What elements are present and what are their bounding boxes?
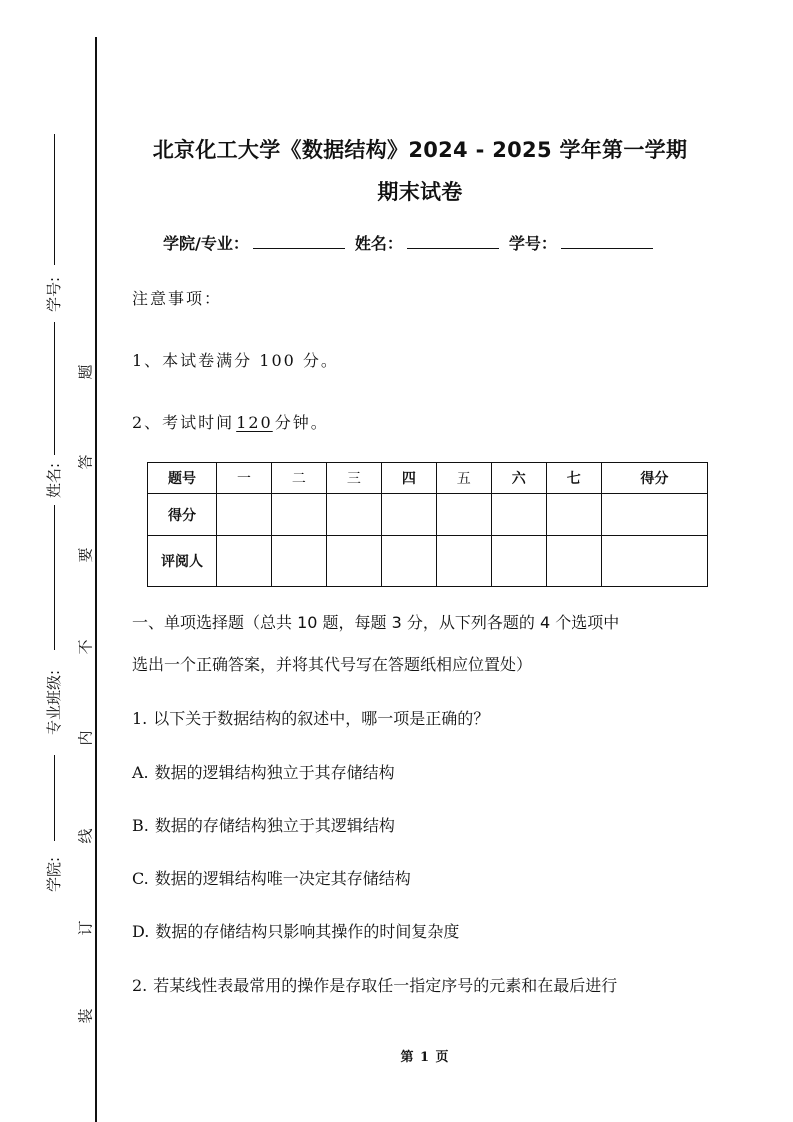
question-number: 1. (132, 709, 148, 728)
name-blank[interactable] (407, 230, 499, 249)
score-table (147, 462, 708, 587)
reviewer-cell[interactable] (491, 536, 546, 587)
reviewer-row (148, 536, 708, 587)
score-cell[interactable] (381, 494, 436, 536)
option-text: 数据的存储结构只影响其操作的时间复杂度 (155, 922, 460, 941)
row-label-reviewer: 评阅人 (148, 536, 217, 587)
margin-blank-line (54, 134, 55, 265)
question-number: 2. (132, 976, 148, 995)
header-cell-total: 得分 (601, 463, 707, 494)
college-major-blank[interactable] (253, 230, 345, 249)
reviewer-cell[interactable] (326, 536, 381, 587)
reviewer-cell[interactable] (436, 536, 491, 587)
question-stem: 以下关于数据结构的叙述中，哪一项是正确的？ (153, 709, 490, 728)
margin-warning-char: 不 (76, 639, 95, 655)
score-cell[interactable] (271, 494, 326, 536)
question-1 (132, 706, 489, 729)
note-item-2-prefix: 2、考试时间 (132, 413, 235, 432)
margin-field-label: 专业班级: (45, 669, 64, 735)
info-label-name: 姓名： (354, 234, 403, 253)
score-table-header-row (148, 463, 708, 494)
info-label-college-major: 学院/专业： (163, 234, 249, 253)
margin-warning-char: 答 (76, 454, 95, 470)
info-label-student-id: 学号： (508, 234, 557, 253)
page-number: 第 1 页 (400, 1050, 450, 1065)
margin-field-label: 学号: (45, 276, 64, 312)
margin-warning-char: 内 (76, 730, 95, 746)
exam-duration-value: 120 (236, 413, 273, 432)
exam-title: 北京化工大学《数据结构》2024 - 2025 学年第一学期 (152, 138, 688, 162)
question-stem: 若某线性表最常用的操作是存取任一指定序号的元素和在最后进行 (153, 976, 618, 995)
margin-field-label: 学院: (45, 856, 64, 892)
header-cell: 二 (271, 463, 326, 494)
header-cell-question-no: 题号 (148, 463, 217, 494)
reviewer-cell-total[interactable] (601, 536, 707, 587)
header-cell: 五 (436, 463, 491, 494)
margin-blank-line (54, 755, 55, 841)
note-item-1: 1、本试卷满分 100 分。 (132, 351, 339, 370)
student-id-blank[interactable] (561, 230, 653, 249)
binding-line (95, 37, 97, 1122)
section-heading-line-1: 一、单项选择题（总共 10 题，每题 3 分，从下列各题的 4 个选项中 (132, 613, 620, 632)
margin-field-label: 姓名: (45, 462, 64, 498)
option-key: B. (132, 816, 149, 835)
row-label-score: 得分 (148, 494, 217, 536)
option-d (132, 919, 459, 942)
option-key: C. (132, 869, 149, 888)
option-text: 数据的存储结构独立于其逻辑结构 (154, 816, 395, 835)
header-cell: 七 (546, 463, 601, 494)
exam-subtitle: 期末试卷 (377, 180, 463, 204)
question-2 (132, 973, 617, 996)
option-key: A. (132, 763, 149, 782)
reviewer-cell[interactable] (217, 536, 272, 587)
note-item-2 (132, 410, 329, 433)
student-info-line (163, 230, 663, 254)
margin-blank-line (54, 322, 55, 455)
score-row (148, 494, 708, 536)
margin-field-name (36, 456, 72, 504)
header-cell: 六 (491, 463, 546, 494)
header-cell: 四 (381, 463, 436, 494)
option-text: 数据的逻辑结构唯一决定其存储结构 (154, 869, 411, 888)
header-cell: 一 (217, 463, 272, 494)
score-cell[interactable] (326, 494, 381, 536)
score-cell[interactable] (436, 494, 491, 536)
option-text: 数据的逻辑结构独立于其存储结构 (154, 763, 395, 782)
option-b (132, 813, 395, 836)
score-cell[interactable] (546, 494, 601, 536)
option-c (132, 866, 411, 889)
margin-blank-line (54, 505, 55, 650)
margin-warning-char: 装 (76, 1008, 95, 1024)
section-heading-line-2: 选出一个正确答案，并将其代号写在答题纸相应位置处） (132, 655, 533, 674)
reviewer-cell[interactable] (546, 536, 601, 587)
margin-field-major-class (36, 652, 72, 752)
margin-warning-char: 题 (76, 364, 95, 380)
score-cell-total[interactable] (601, 494, 707, 536)
margin-warning-char: 线 (76, 828, 95, 844)
note-item-2-suffix: 分钟。 (274, 413, 329, 432)
header-cell: 三 (326, 463, 381, 494)
notes-heading: 注意事项： (132, 289, 223, 308)
margin-field-student-id (36, 268, 72, 320)
score-cell[interactable] (491, 494, 546, 536)
option-a (132, 760, 395, 783)
reviewer-cell[interactable] (271, 536, 326, 587)
option-key: D. (132, 922, 150, 941)
score-cell[interactable] (217, 494, 272, 536)
margin-warning-char: 要 (76, 547, 95, 563)
margin-warning-char: 订 (76, 920, 95, 936)
reviewer-cell[interactable] (381, 536, 436, 587)
margin-field-college (36, 843, 72, 905)
